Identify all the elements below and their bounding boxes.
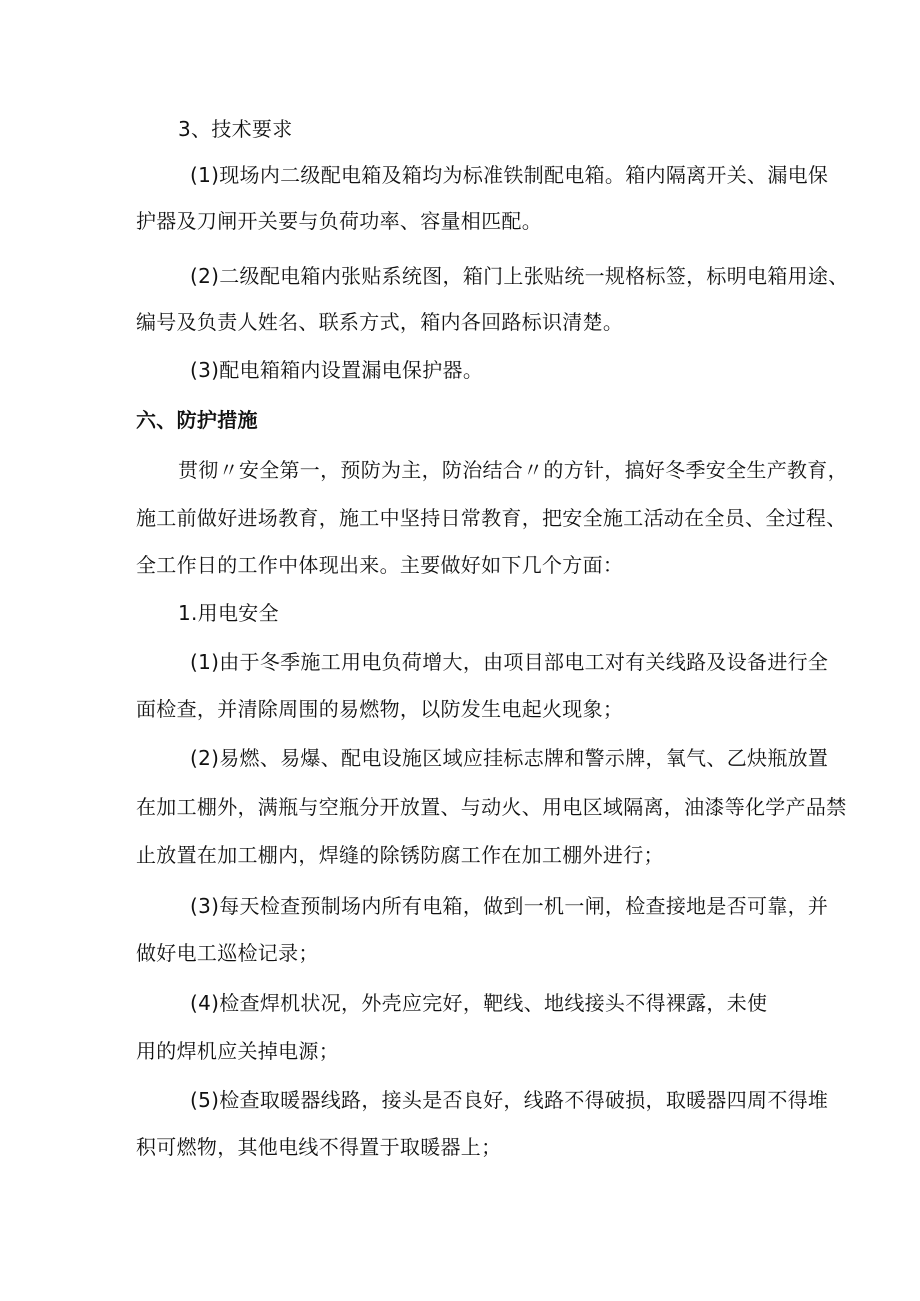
paragraph-line: 全工作日的工作中体现出来。主要做好如下几个方面： — [136, 553, 624, 577]
paragraph-line: 护器及刀闸开关要与负荷功率、容量相匹配。 — [136, 209, 542, 233]
section-heading-tech-requirements: 3、技术要求 — [178, 117, 293, 141]
paragraph-line: (2)易燃、易爆、配电设施区域应挂标志牌和警示牌，氧气、乙炔瓶放置 — [190, 746, 829, 770]
paragraph-line: 编号及负责人姓名、联系方式，箱内各回路标识清楚。 — [136, 310, 624, 334]
paragraph-line: (1)由于冬季施工用电负荷增大，由项目部电工对有关线路及设备进行全 — [190, 650, 829, 674]
paragraph-line: (5)检查取暖器线路，接头是否良好，线路不得破损，取暖器四周不得堆 — [190, 1088, 829, 1112]
paragraph-line: 施工前做好进场教育，施工中坚持日常教育，把安全施工活动在全员、全过程、 — [136, 506, 847, 530]
paragraph-line: 积可燃物，其他电线不得置于取暖器上； — [136, 1135, 502, 1159]
paragraph-line: (3)配电箱箱内设置漏电保护器。 — [190, 358, 484, 382]
paragraph-line: 做好电工巡检记录； — [136, 941, 319, 965]
subsection-heading-electrical-safety: 1.用电安全 — [178, 601, 279, 625]
paragraph-line: (4)检查焊机状况，外壳应完好，靶线、地线接头不得裸露，未使 — [190, 991, 768, 1015]
paragraph-line: 面检查，并清除周围的易燃物，以防发生电起火现象； — [136, 697, 624, 721]
paragraph-line: (3)每天检查预制场内所有电箱，做到一机一闸，检查接地是否可靠，并 — [190, 894, 829, 918]
paragraph-line: 贯彻〃安全第一，预防为主，防治结合〃的方针，搞好冬季安全生产教育， — [178, 458, 848, 482]
section-heading-protection-measures: 六、防护措施 — [136, 408, 258, 432]
paragraph-line: 在加工棚外，满瓶与空瓶分开放置、与动火、用电区域隔离，油漆等化学产品禁 — [136, 795, 847, 819]
paragraph-line: (2)二级配电箱内张贴系统图，箱门上张贴统一规格标签，标明电箱用途、 — [190, 264, 849, 288]
paragraph-line: (1)现场内二级配电箱及箱均为标准铁制配电箱。箱内隔离开关、漏电保 — [190, 163, 829, 187]
paragraph-line: 用的焊机应关掉电源； — [136, 1039, 339, 1063]
paragraph-line: 止放置在加工棚内，焊缝的除锈防腐工作在加工棚外进行； — [136, 843, 664, 867]
